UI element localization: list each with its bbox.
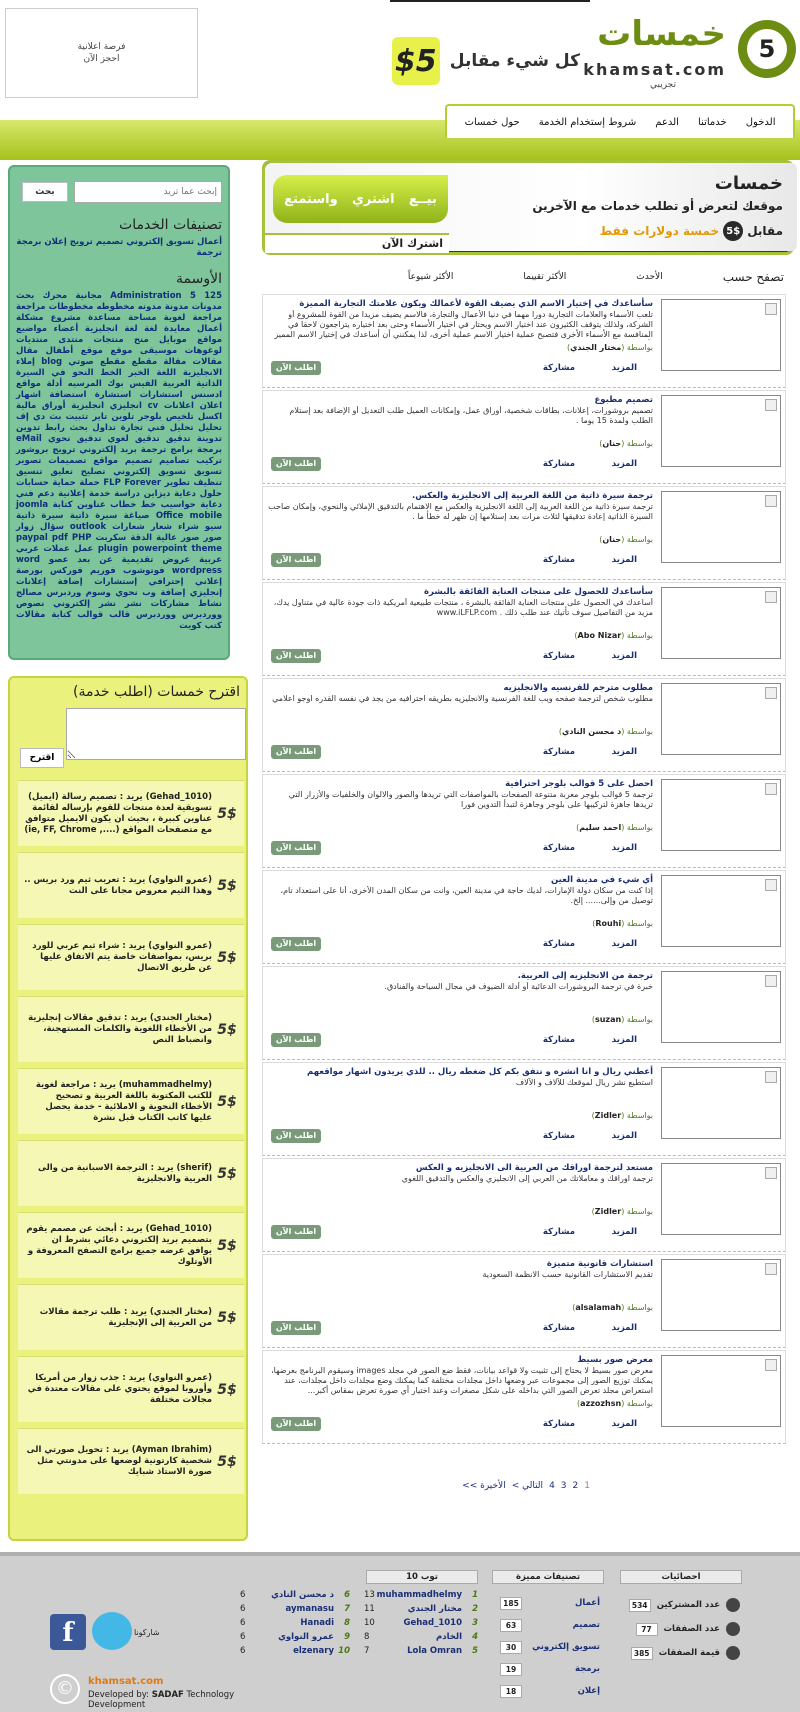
author-name[interactable]: د محسن النادي bbox=[562, 727, 622, 736]
more-link[interactable]: المزيد bbox=[611, 1419, 637, 1429]
service-title[interactable]: معرض صور بسيط bbox=[577, 1355, 653, 1365]
top-user[interactable] bbox=[240, 1604, 350, 1614]
order-now-button[interactable]: اطلب الآن bbox=[271, 1225, 321, 1239]
copyright bbox=[50, 1674, 290, 1708]
dollar-five-icon: 5$ bbox=[217, 805, 237, 822]
share-link[interactable]: مشاركة bbox=[542, 1131, 575, 1141]
top-name: الخادم bbox=[435, 1632, 462, 1642]
main-nav bbox=[445, 104, 795, 138]
service-card bbox=[262, 582, 786, 676]
logo-beta: تجريبي bbox=[649, 80, 676, 90]
logo-arabic: خمسات bbox=[597, 14, 726, 54]
nav-terms[interactable]: شروط إستخدام الخدمة bbox=[538, 116, 637, 128]
list-item[interactable] bbox=[18, 852, 244, 918]
service-thumbnail[interactable] bbox=[661, 1067, 781, 1139]
dollar-five-icon: 5$ bbox=[217, 1237, 237, 1254]
list-item[interactable] bbox=[18, 996, 244, 1062]
by-label: بواسطة bbox=[626, 919, 653, 928]
tag-icon bbox=[726, 1622, 740, 1636]
service-card bbox=[262, 1158, 786, 1252]
money-icon bbox=[726, 1646, 740, 1660]
order-now-button[interactable]: اطلب الآن bbox=[271, 1417, 321, 1431]
stat-row bbox=[618, 1646, 740, 1660]
service-author: بواسطة (Zidler) bbox=[591, 1111, 653, 1120]
cat-label: تصميم bbox=[572, 1620, 600, 1630]
author-name[interactable]: احمد سليم bbox=[579, 823, 622, 832]
top-rank: 3 bbox=[472, 1618, 478, 1628]
page-4[interactable]: 4 bbox=[549, 1481, 555, 1491]
copyright-icon: © bbox=[50, 1674, 80, 1704]
dollar-five-icon: 5$ bbox=[217, 1309, 237, 1326]
share-link[interactable]: مشاركة bbox=[542, 459, 575, 469]
request-text: (عمرو النواوي) يريد : تعريب ثيم ورد بريس .. وهذا الثيم معروض مجانا على النت bbox=[24, 874, 212, 896]
top-user[interactable] bbox=[364, 1618, 478, 1628]
categories-panel bbox=[8, 165, 230, 660]
cat-count: 63 bbox=[500, 1619, 522, 1632]
service-card bbox=[262, 870, 786, 964]
hero-actions bbox=[273, 175, 448, 223]
share-link[interactable]: مشاركة bbox=[542, 843, 575, 853]
copyright-developer bbox=[88, 1690, 290, 1710]
service-author: بواسطة (مختار الجندي) bbox=[566, 343, 653, 352]
categories-links[interactable]: أعمال تسويق إلكتروني تصميم ترويج إعلان برمجة ترجمة bbox=[16, 237, 222, 258]
page-3[interactable]: 3 bbox=[560, 1481, 567, 1491]
service-title[interactable]: سأساعدك للحصول على منتجات العناية الفائقة بالبشرة bbox=[424, 587, 653, 597]
logo[interactable] bbox=[560, 14, 796, 94]
list-item[interactable] bbox=[18, 924, 244, 990]
service-author: بواسطة (احمد سليم) bbox=[576, 823, 653, 832]
service-thumbnail[interactable] bbox=[661, 587, 781, 659]
more-link[interactable]: المزيد bbox=[611, 363, 637, 373]
cat-count: 30 bbox=[500, 1641, 522, 1654]
share-link[interactable]: مشاركة bbox=[542, 555, 575, 565]
tag-cloud[interactable]: 125 5 Administration مجانية محرك بحث مدونات مدونة مدونه مخطوطه مخطوطات مراجعة مراجعة لغوية مساحة مساعدة مشروع مشكلة أعمال معايدة لغة لغة انجليزية أعضاء مواضيع مواقع موبايل منح منتجات منتدى منتديات لوغوهات موسيقى موقع موقع أطفال مقال مقالات مقالة مقطع مقطع صوتي blog إملاء الانجليزية اللغة الخبر الخط النحو في السيرة الذاتية العربية الفيس بوك المرسيه أدلة مواقع ادسنس استشارات استشارة استضافة اشهار اعلان اعلانات cv انجليزي انجليزية أوراق مالية اكسل تلخيص بلوجر تلوين تاير تثبيت بث دي إف تحليل تحليل فني تجارة تداول بحث رابط تدوين تدوينة تدقيق تدقيق لغوي تدقيق نحوي eMail برمجة برامج ترجمة بريد إلكتروني ترويج بروشور تركيب تصاميم تصميم مواقع تصميمات تصوير تسويق تسويق إلكتروني تصليح تعليق تنسيق تنظيف تطوير FLP Forever حملة حماية حسابات حلول دعاية ديزاين دراسة خدمة إعلانية دعم فني دعاية حواسيب خط خطاب عناوين كتابة joomla Office mobile صياغة سيرة ذاتية سيرة ذاتية سيو شراء شعار شعارات outlook سؤال زوار صور صور عالية الدقة سكربت paypal pdf PHP plugin powerpoint theme عمل عملات عربي عربية عروض تقديمية عن بعد عصو word wordpress فوتوشوب فوريم فوركس بورصة إعلاني إحترافي إستشارات إضافة إعلانات إنجليزي إضافة وب نحوي وسوم وردبرس مصالح نشاط مشاركات نشر نشر إلكتروني نصوص ووردبرس ووردبرس قالب قوالب كتابة مقالات كتب كويت bbox=[16, 291, 223, 631]
list-item[interactable] bbox=[18, 780, 244, 846]
service-author: بواسطة (Rouhi) bbox=[592, 919, 653, 928]
dev-suffix: Technology Development bbox=[88, 1690, 235, 1710]
top-user[interactable] bbox=[240, 1646, 350, 1656]
list-item[interactable] bbox=[18, 1428, 244, 1494]
order-now-button[interactable]: اطلب الآن bbox=[271, 361, 321, 375]
service-title[interactable]: احصل على 5 قوالب بلوجر احترافية bbox=[505, 779, 653, 789]
list-item[interactable] bbox=[18, 1068, 244, 1134]
service-author: بواسطة (Zidler) bbox=[591, 1207, 653, 1216]
order-now-button[interactable]: اطلب الآن bbox=[271, 553, 321, 567]
share-link[interactable]: مشاركة bbox=[542, 363, 575, 373]
request-text: (عمرو النواوي) يريد : شراء ثيم عربي للورد بريس، بمواصفات خاصة يتم الاتفاق عليها عن طريق الاتصال bbox=[32, 941, 212, 973]
stat-row bbox=[618, 1598, 740, 1612]
slogan-text: كل شيء مقابل bbox=[449, 51, 580, 71]
logo-mark-digit: 5 bbox=[747, 29, 787, 69]
dollar-five-icon: 5$ bbox=[217, 1093, 237, 1110]
service-title[interactable]: سأساعدك في إختيار الاسم الذي يضيف القوة لأعمالك ويكون علامتك التجارية المميزة bbox=[299, 299, 653, 309]
service-author: بواسطة (حنان) bbox=[599, 439, 653, 448]
dollar-five-icon: 5$ bbox=[217, 1453, 237, 1470]
top-name: elzenary bbox=[293, 1646, 334, 1656]
join-now-button[interactable]: اشترك الآن bbox=[265, 233, 449, 253]
sort-top-rated[interactable]: الأكثر تقييما bbox=[523, 272, 567, 282]
nav-services[interactable]: خدماتنا bbox=[698, 116, 727, 128]
service-card bbox=[262, 1062, 786, 1156]
share-link[interactable]: مشاركة bbox=[542, 1227, 575, 1237]
author-name[interactable]: Rouhi bbox=[595, 919, 622, 928]
footer bbox=[0, 1552, 800, 1712]
service-description: تلعب الأسماء والعلامات التجارية دورا مهما في دنيا الأعمال والتجارة، فالاسم يضيف مزيدا من القوة للمشروع أو الشركة، ولذلك يتوقف الكثيرون عند اختيار الاسم ويحتار في اختيار الأسماء وحتى بعد اختياره يتراجعون لاحقا في المنافسة مع الأسماء الأخرى فتصبح عملية اختيار الاسم عملية أخرى، لذا يمكنني أن أساعدك في إختيار الاسم المميز bbox=[274, 310, 653, 339]
suggest-title: اقترح خمسات (اطلب خدمة) bbox=[73, 684, 240, 700]
share-link[interactable]: مشاركة bbox=[542, 1419, 575, 1429]
service-description: استطيع نشر ريال لموقعك للآلاف و الآلاف bbox=[515, 1078, 653, 1087]
share-link[interactable]: مشاركة bbox=[542, 939, 575, 949]
hero-subtitle: موقعك لتعرض أو تطلب خدمات مع الآخرين bbox=[532, 199, 783, 213]
service-title[interactable]: أعطني ريال و انا انشره و نتفق بكم كل ضغطه ريال .. للذي يريدون اشهار مواقعهم bbox=[307, 1067, 653, 1077]
top10-title: توب 10 bbox=[366, 1570, 478, 1584]
top-rank: 2 bbox=[472, 1604, 478, 1614]
by-label: بواسطة bbox=[626, 1399, 653, 1408]
service-thumbnail[interactable] bbox=[661, 1259, 781, 1331]
logo-mark-icon bbox=[738, 20, 796, 78]
service-title[interactable]: ترجمة من الانجليزيه إلى العربية. bbox=[517, 971, 653, 981]
hero-sell-button[interactable]: بيــع bbox=[408, 191, 437, 207]
order-now-button[interactable]: اطلب الآن bbox=[271, 841, 321, 855]
by-label: بواسطة bbox=[626, 1207, 653, 1216]
hero-enjoy-button[interactable]: واستمتع bbox=[284, 191, 338, 207]
author-name[interactable]: alsalamah bbox=[575, 1303, 622, 1312]
dollar-five-icon: 5$ bbox=[217, 1021, 237, 1038]
service-card bbox=[262, 774, 786, 868]
top-count: 8 bbox=[364, 1632, 370, 1642]
top-count: 6 bbox=[240, 1632, 246, 1642]
service-title[interactable]: ترجمة سيرة ذاتية من اللغة العربية إلى الانجليزية والعكس. bbox=[411, 491, 653, 501]
dollar-five-icon: 5$ bbox=[217, 1381, 237, 1398]
dollar-five-icon: 5$ bbox=[723, 221, 743, 241]
service-title[interactable]: مستعد لترجمة اوراقك من العربية الى الانجليزيه و العكس bbox=[415, 1163, 653, 1173]
request-text: (Ayman Ibrahim) يريد : تحويل صورتي الى شخصية كارتونية لوضعها على مدونتي مثل صورة الاستاذ شبايك bbox=[26, 1445, 212, 1477]
order-now-button[interactable]: اطلب الآن bbox=[271, 937, 321, 951]
top-count: 6 bbox=[240, 1590, 246, 1600]
hero-banner bbox=[262, 160, 794, 255]
nav-support[interactable]: الدعم bbox=[655, 116, 679, 128]
hero-price-prefix: مقابل bbox=[747, 224, 783, 238]
service-description: خبرة في ترجمة البروشورات الدعائية أو أدلة الضيوف في مجال السياحة والفنادق. bbox=[384, 982, 653, 991]
service-description: إذا كنت من سكان دولة الإمارات، لديك حاجة في مدينة العين، وانت من سكان المدن الأخرى، أنا على استعداد تام، توصيل من وإلى...... إلخ. bbox=[280, 886, 653, 905]
by-label: بواسطة bbox=[626, 343, 653, 352]
top-user[interactable] bbox=[364, 1590, 478, 1600]
service-description: مطلوب شخص لترجمة صفحه ويب للغة الفرنسية والانجليزيه بطريقه احترافيه من يجد في نفسه القدره اوجو اعلامي bbox=[272, 694, 653, 703]
hero-price-accent: خمسة دولارات فقط bbox=[599, 224, 720, 238]
list-item[interactable] bbox=[18, 1284, 244, 1350]
sort-popular[interactable]: الأكثر شيوعاً bbox=[407, 272, 454, 282]
ad-line2: احجز الآن bbox=[83, 54, 120, 64]
top-count: 11 bbox=[364, 1604, 375, 1614]
more-link[interactable]: المزيد bbox=[611, 555, 637, 565]
author-name[interactable]: حنان bbox=[602, 439, 622, 448]
top-rank: 5 bbox=[472, 1646, 478, 1656]
author-name[interactable]: حنان bbox=[602, 535, 622, 544]
service-author: بواسطة (حنان) bbox=[599, 535, 653, 544]
author-name[interactable]: suzan bbox=[594, 1015, 622, 1024]
top-rank: 1 bbox=[472, 1590, 478, 1600]
service-author: بواسطة (Abo Nizar) bbox=[574, 631, 653, 640]
stat-label: عدد الصفقات bbox=[663, 1624, 720, 1634]
featured-cat[interactable] bbox=[500, 1598, 600, 1608]
slogan bbox=[330, 36, 580, 86]
sort-newest[interactable]: الأحدث bbox=[636, 272, 663, 282]
author-name[interactable]: مختار الجندي bbox=[570, 343, 622, 352]
order-now-button[interactable]: اطلب الآن bbox=[271, 745, 321, 759]
top-rank: 6 bbox=[344, 1590, 350, 1600]
service-description: ترجمة 5 قوالب بلوجر معربة متنوعة الصفحات بالمواصفات التي تريدها والصور والالوان والخلفيات والأزرار التي تريدها جاهزة لتركيبها على بلوجر وجاهزة لتبدأ التدوين فورا bbox=[288, 790, 653, 809]
search-row bbox=[16, 179, 222, 205]
suggest-panel bbox=[8, 676, 248, 1541]
list-item[interactable] bbox=[18, 1140, 244, 1206]
top-name: مختار الجندي bbox=[407, 1604, 462, 1614]
tags-title: الأوسمة bbox=[176, 271, 222, 287]
service-title[interactable]: مطلوب مترجم للفرنسيه والانجليزيه bbox=[503, 683, 653, 693]
service-thumbnail[interactable] bbox=[661, 1163, 781, 1235]
search-input[interactable] bbox=[74, 181, 222, 203]
order-now-button[interactable]: اطلب الآن bbox=[271, 457, 321, 471]
by-label: بواسطة bbox=[626, 535, 653, 544]
request-text: (muhammadhelmy) يريد : مراجعة لغوية للكتب المكتوبة باللغة العربية و تصحيح الأخطاء النحوية و الاملائية - خدمة يحصل عليها كاتب الكتاب قبل نشرة bbox=[35, 1079, 212, 1123]
more-link[interactable]: المزيد bbox=[611, 1131, 637, 1141]
categories-title: تصنيفات الخدمات bbox=[119, 217, 222, 233]
stat-value: 385 bbox=[631, 1647, 653, 1660]
service-thumbnail[interactable] bbox=[661, 971, 781, 1043]
service-card bbox=[262, 486, 786, 580]
last-page-link[interactable]: الأخيرة >> bbox=[462, 1481, 506, 1491]
service-card bbox=[262, 966, 786, 1060]
service-thumbnail[interactable] bbox=[661, 299, 781, 371]
top-user[interactable] bbox=[240, 1590, 350, 1600]
cat-label: أعمال bbox=[575, 1598, 600, 1608]
top-rank: 9 bbox=[344, 1632, 350, 1642]
sort-label: تصفح حسب bbox=[722, 270, 784, 284]
top-user[interactable] bbox=[240, 1618, 350, 1628]
dev-prefix: Developed by: bbox=[88, 1690, 149, 1700]
service-description: ترجمة اوراقك و معاملاتك من العربي إلى الانجليزي والعكس والتدقيق اللغوي bbox=[401, 1174, 653, 1183]
top-name: aymanasu bbox=[285, 1604, 334, 1614]
cat-count: 19 bbox=[500, 1663, 522, 1676]
list-item[interactable] bbox=[18, 1356, 244, 1422]
request-text: (مختار الجندي) يريد : تدقيق مقالات إنجليزية من الأخطاء اللغوية والكلمات المستهجنة، وانضباط النص bbox=[28, 1013, 212, 1045]
top-count: 6 bbox=[240, 1646, 246, 1656]
ad-line1: فرصة اعلانية bbox=[77, 42, 126, 52]
twitter-icon[interactable] bbox=[92, 1612, 132, 1650]
dev-company: SADAF bbox=[151, 1690, 184, 1700]
more-link[interactable]: المزيد bbox=[611, 1035, 637, 1045]
page-2[interactable]: 2 bbox=[572, 1481, 579, 1491]
dollar-five-icon: 5$ bbox=[217, 949, 237, 966]
hero-buy-button[interactable]: اشتري bbox=[352, 191, 395, 207]
by-label: بواسطة bbox=[626, 823, 653, 832]
by-label: بواسطة bbox=[626, 1303, 653, 1312]
featured-cats-title: تصنيفات مميزة bbox=[492, 1570, 604, 1584]
hero-title: خمسات bbox=[714, 173, 783, 194]
service-author: بواسطة (alsalamah) bbox=[572, 1303, 653, 1312]
dollar-five-icon: 5$ bbox=[217, 1165, 237, 1182]
service-description: ترجمة سيرة ذاتية من اللغة العربية إلى اللغة الانجليزية والعكس مع الاهتمام بالتدقيق الإملائي والنحوي، وإمكان صاحب السيرة الذاتية إعادة تدقيقها لثلاث مرات بعد إستلامها إن ظهر له خطأ ما . bbox=[268, 502, 653, 521]
top-rank: 10 bbox=[338, 1646, 350, 1656]
more-link[interactable]: المزيد bbox=[611, 459, 637, 469]
top-user[interactable] bbox=[240, 1632, 350, 1642]
cat-count: 18 bbox=[500, 1685, 522, 1698]
top-name: Gehad_1010 bbox=[403, 1618, 462, 1628]
order-now-button[interactable]: اطلب الآن bbox=[271, 1129, 321, 1143]
stat-value: 534 bbox=[629, 1599, 651, 1612]
service-card bbox=[262, 294, 786, 388]
order-now-button[interactable]: اطلب الآن bbox=[271, 1033, 321, 1047]
service-thumbnail[interactable] bbox=[661, 395, 781, 467]
share-link[interactable]: مشاركة bbox=[542, 747, 575, 757]
next-page-link[interactable]: التالي > bbox=[511, 1481, 544, 1491]
stats-title: احصائيات bbox=[620, 1570, 742, 1584]
hero-card bbox=[265, 163, 797, 251]
cat-label: برمجة bbox=[574, 1664, 600, 1674]
share-label: شاركونا bbox=[134, 1628, 160, 1637]
by-label: بواسطة bbox=[626, 439, 653, 448]
suggest-textarea[interactable] bbox=[66, 708, 246, 760]
order-now-button[interactable]: اطلب الآن bbox=[271, 1321, 321, 1335]
users-icon bbox=[726, 1598, 740, 1612]
request-text: (مختار الجندي) يريد : طلب ترجمة مقالات من العربية إلى الإنجليزية bbox=[39, 1306, 212, 1328]
top-name: Hanadi bbox=[300, 1618, 334, 1628]
by-label: بواسطة bbox=[626, 1015, 653, 1024]
service-description: أساعدك في الحصول على منتجات العناية الفائقة بالبشرة ، منتجات طبيعية أمريكية ذات جودة عالية في متناول يدك، مزيد من التفاصيل سوف تأتيك عند طلب ذلك . www.iLFLP.com bbox=[273, 598, 653, 617]
service-description: تصميم بروشورات، إعلانات، بطاقات شخصية، أوراق عمل، وإمكانات العميل طلب التعديل أو الإضافة بعد إستلام الطلب ولمدة 15 يوما . bbox=[289, 406, 653, 425]
featured-cat[interactable] bbox=[500, 1686, 600, 1696]
suggest-button[interactable]: اقترح bbox=[20, 748, 64, 768]
copyright-site[interactable]: khamsat.com bbox=[88, 1676, 164, 1687]
service-thumbnail[interactable] bbox=[661, 779, 781, 851]
dollar-five-icon: 5$ bbox=[217, 877, 237, 894]
featured-cat[interactable] bbox=[500, 1620, 600, 1630]
by-label: بواسطة bbox=[626, 727, 653, 736]
sort-row bbox=[262, 266, 794, 288]
stat-value: 77 bbox=[636, 1623, 658, 1636]
top-rank: 7 bbox=[344, 1604, 350, 1614]
author-name[interactable]: azzozhsn bbox=[580, 1399, 622, 1408]
featured-cat[interactable] bbox=[500, 1642, 600, 1652]
cat-label: إعلان bbox=[577, 1686, 600, 1696]
share-link[interactable]: مشاركة bbox=[542, 651, 575, 661]
hero-price bbox=[600, 221, 783, 241]
author-name[interactable]: Abo Nizar bbox=[577, 631, 622, 640]
more-link[interactable]: المزيد bbox=[611, 843, 637, 853]
pagination bbox=[460, 1478, 590, 1494]
service-card bbox=[262, 390, 786, 484]
top-divider bbox=[390, 0, 590, 2]
service-thumbnail[interactable] bbox=[661, 683, 781, 755]
top-name: Lola Omran bbox=[407, 1646, 462, 1656]
author-name[interactable]: Zidler bbox=[594, 1207, 622, 1216]
share-link[interactable]: مشاركة bbox=[542, 1035, 575, 1045]
service-title[interactable]: استشارات قانونية متميزة bbox=[546, 1259, 653, 1269]
request-text: (sherif) يريد : الترجمة الاسبانية من والى العربية والانجليزية bbox=[37, 1162, 212, 1184]
top-count: 6 bbox=[240, 1604, 246, 1614]
featured-cat[interactable] bbox=[500, 1664, 600, 1674]
top-name: عمرو النواوي bbox=[278, 1632, 334, 1642]
service-author: بواسطة (azzozhsn) bbox=[577, 1399, 653, 1408]
top-rank: 8 bbox=[344, 1618, 350, 1628]
request-text: (Gehad_1010) يريد : أبحث عن مصمم يقوم بتصميم بريد إلكتروني دعائي بشرط ان يوافق عرضه جميع برامج التصفح المعروفة و الأوتلوك bbox=[26, 1223, 212, 1267]
service-thumbnail[interactable] bbox=[661, 875, 781, 947]
top-user[interactable] bbox=[364, 1632, 478, 1642]
list-item[interactable] bbox=[18, 1212, 244, 1278]
author-name[interactable]: Zidler bbox=[594, 1111, 622, 1120]
by-label: بواسطة bbox=[626, 1111, 653, 1120]
service-author: بواسطة (د محسن النادي) bbox=[558, 727, 653, 736]
more-link[interactable]: المزيد bbox=[611, 747, 637, 757]
service-card bbox=[262, 1254, 786, 1348]
nav-about[interactable]: حول خمسات bbox=[464, 116, 520, 128]
more-link[interactable]: المزيد bbox=[611, 651, 637, 661]
top-name: muhammadhelmy bbox=[376, 1590, 462, 1600]
more-link[interactable]: المزيد bbox=[611, 1323, 637, 1333]
service-thumbnail[interactable] bbox=[661, 491, 781, 563]
top-rank: 4 bbox=[472, 1632, 478, 1642]
cat-label: تسويق إلكتروني bbox=[532, 1642, 600, 1652]
service-title[interactable]: تصميم مطبوع bbox=[594, 395, 653, 405]
nav-login[interactable]: الدخول bbox=[745, 116, 776, 128]
slogan-price-badge: $5 bbox=[392, 37, 440, 85]
request-text: (Gehad_1010) يريد : تصميم رسالة (ايميل) تسويقية لعدة منتجات للقوم بإرساله لقائمة عناوين كبيرة ، بحيث ان يكون الايميل متوافق مع متصفحات المواقع (...., ie, FF, Chrome) bbox=[24, 791, 212, 835]
top-count: 6 bbox=[240, 1618, 246, 1628]
service-card bbox=[262, 678, 786, 772]
service-thumbnail[interactable] bbox=[661, 1355, 781, 1427]
header bbox=[0, 0, 800, 100]
service-card bbox=[262, 1350, 786, 1444]
service-title[interactable]: أي شيء في مدينة العين bbox=[550, 875, 653, 885]
more-link[interactable]: المزيد bbox=[611, 939, 637, 949]
by-label: بواسطة bbox=[626, 631, 653, 640]
service-description: تقديم الاستشارات القانونية حسب الانظمة السعودية bbox=[482, 1270, 653, 1279]
logo-english: khamsat.com bbox=[583, 60, 726, 79]
stat-label: عدد المشتركين bbox=[656, 1600, 720, 1610]
service-description: معرض صور بسيط لا يحتاج إلى تثبيت ولا قواعد بيانات، فقط ضع الصور في مجلد images وسيقوم البرنامج بعرضها، يمكنك توزيع الصور إلى مجموعات عبر وضعها داخل مجلدات مختلفة كما يمكنك وضع مجلدات داخل مجلدات، عند استعراض مجلد تعرض الصور التي بداخله على شكل مصغرات وعند اختيار أي صورة تعرض بمقاس أكبر... bbox=[271, 1366, 653, 1395]
stat-row bbox=[618, 1622, 740, 1636]
top-count: 7 bbox=[364, 1646, 370, 1656]
share-link[interactable]: مشاركة bbox=[542, 1323, 575, 1333]
top-count: 10 bbox=[364, 1618, 375, 1628]
order-now-button[interactable]: اطلب الآن bbox=[271, 649, 321, 663]
page-1: 1 bbox=[584, 1481, 590, 1491]
facebook-icon[interactable]: f bbox=[50, 1614, 86, 1650]
stat-label: قيمة الصفقات bbox=[658, 1648, 720, 1658]
search-button[interactable]: بحث bbox=[22, 182, 68, 202]
top-user[interactable] bbox=[364, 1604, 478, 1614]
more-link[interactable]: المزيد bbox=[611, 1227, 637, 1237]
top-name: د محسن النادي bbox=[271, 1590, 334, 1600]
request-text: (عمرو النواوي) يريد : جذب زوار من أمريكا وأوروبا لموقع يحتوي على مقالات معتدة في مجالات مختلفة bbox=[27, 1373, 212, 1405]
top-count: 13 bbox=[364, 1590, 375, 1600]
cat-count: 185 bbox=[500, 1597, 522, 1610]
ad-box[interactable] bbox=[5, 8, 198, 98]
top-user[interactable] bbox=[364, 1646, 478, 1656]
service-author: بواسطة (suzan) bbox=[591, 1015, 653, 1024]
